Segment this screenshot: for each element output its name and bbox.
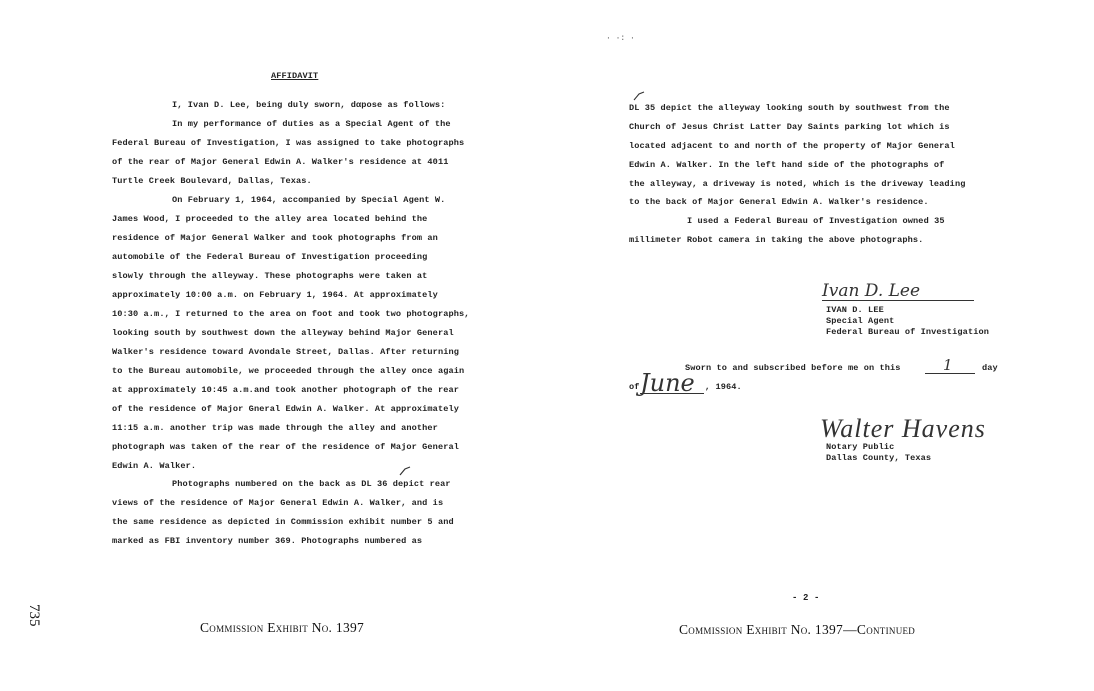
sworn-day: 1: [943, 356, 953, 374]
left-line: marked as FBI inventory number 369. Photographs numbered as: [112, 536, 423, 546]
left-line: 10:30 a.m., I returned to the area on foot and took two photographs,: [112, 309, 470, 319]
signer-title: Special Agent: [826, 316, 895, 326]
scan-speck-icon: · ·: ·: [606, 34, 635, 43]
month-blank-line: [640, 393, 704, 394]
left-line: I, Ivan D. Lee, being duly sworn, dαpose as follows:: [172, 100, 446, 110]
day-blank-line: [925, 373, 975, 374]
left-line: to the Bureau automobile, we proceeded through the alley once again: [112, 366, 465, 376]
left-line: James Wood, I proceeded to the alley area located behind the: [112, 214, 428, 224]
check-mark-icon: [398, 466, 412, 478]
left-line: residence of Major General Walker and took photographs from an: [112, 233, 438, 243]
left-line: looking south by southwest down the alleyway behind Major General: [112, 328, 454, 338]
sworn-day-word: day: [982, 363, 998, 373]
right-line: millimeter Robot camera in taking the above photographs.: [629, 235, 924, 245]
page-label: - 2 -: [792, 593, 820, 603]
exhibit-caption-right: Commission Exhibit No. 1397—Continued: [679, 622, 916, 637]
left-line: automobile of the Federal Bureau of Investigation proceeding: [112, 252, 428, 262]
sworn-year: , 1964.: [705, 382, 742, 392]
exhibit-caption-left: Commission Exhibit No. 1397: [200, 620, 365, 635]
sworn-of: of: [629, 382, 640, 392]
left-line: of the rear of Major General Edwin A. Walker's residence at 4011: [112, 157, 449, 167]
left-line: the same residence as depicted in Commission exhibit number 5 and: [112, 517, 454, 527]
signature-line: [822, 300, 974, 301]
left-line: Edwin A. Walker.: [112, 461, 197, 471]
left-line: Walker's residence toward Avondale Street, Dallas. After returning: [112, 347, 459, 357]
agent-signature: Ivan D. Lee: [822, 281, 921, 301]
signer-name: IVAN D. LEE: [826, 305, 884, 315]
right-line: I used a Federal Bureau of Investigation owned 35: [687, 216, 945, 226]
left-line: of the residence of Major Gneral Edwin A. Walker. At approximately: [112, 404, 459, 414]
check-mark-icon: [632, 90, 646, 102]
right-line: Edwin A. Walker. In the left hand side of the photographs of: [629, 160, 945, 170]
right-line: Church of Jesus Christ Latter Day Saints parking lot which is: [629, 122, 950, 132]
right-line: located adjacent to and north of the property of Major General: [629, 141, 955, 151]
left-line: approximately 10:00 a.m. on February 1, 1964. At approximately: [112, 290, 438, 300]
left-line: slowly through the alleyway. These photographs were taken at: [112, 271, 428, 281]
left-line: at approximately 10:45 a.m.and took another photograph of the rear: [112, 385, 459, 395]
left-line: photograph was taken of the rear of the residence of Major General: [112, 442, 459, 452]
right-line: to the back of Major General Edwin A. Walker's residence.: [629, 197, 929, 207]
right-line: the alleyway, a driveway is noted, which is the driveway leading: [629, 179, 966, 189]
left-line: views of the residence of Major General Edwin A. Walker, and is: [112, 498, 444, 508]
right-line: DL 35 depict the alleyway looking south by southwest from the: [629, 103, 950, 113]
sworn-month: June: [640, 369, 695, 397]
left-line: 11:15 a.m. another trip was made through the alley and another: [112, 423, 438, 433]
sworn-text: Sworn to and subscribed before me on this: [685, 363, 901, 373]
notary-title: Notary Public: [826, 442, 895, 452]
left-line: On February 1, 1964, accompanied by Special Agent W.: [172, 195, 446, 205]
left-line: Turtle Creek Boulevard, Dallas, Texas.: [112, 176, 312, 186]
affidavit-title: AFFIDAVIT: [271, 71, 319, 81]
notary-county: Dallas County, Texas: [826, 453, 932, 463]
page-number: 735: [26, 604, 42, 627]
left-line: Federal Bureau of Investigation, I was assigned to take photographs: [112, 138, 465, 148]
left-line: In my performance of duties as a Special Agent of the: [172, 119, 451, 129]
notary-signature: Walter Havens: [820, 414, 986, 443]
left-line: Photographs numbered on the back as DL 36 depict rear: [172, 479, 451, 489]
signer-agency: Federal Bureau of Investigation: [826, 327, 989, 337]
